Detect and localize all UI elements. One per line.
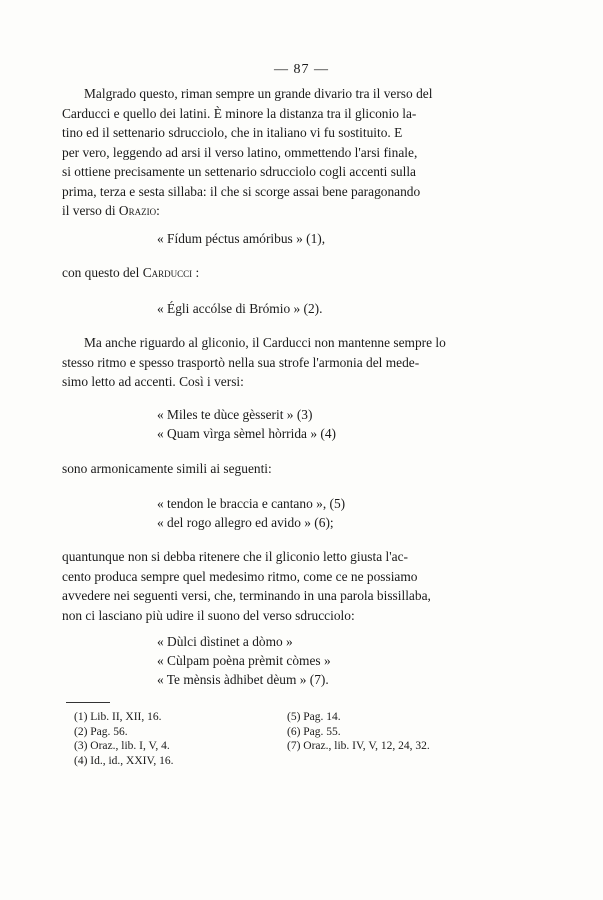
footnote: (6) Pag. 55. bbox=[287, 725, 341, 738]
paragraph-5 bbox=[62, 547, 532, 625]
footnotes-left bbox=[74, 710, 173, 768]
text-span: il verso di bbox=[62, 203, 116, 218]
text-line: per vero, leggendo ad arsi il verso latino, ommettendo l'arsi finale, bbox=[62, 144, 418, 160]
quote-3 bbox=[157, 405, 336, 443]
author-name: Carducci bbox=[142, 265, 193, 280]
text-line: tino ed il settenario sdrucciolo, che in italiano vi fu sostituito. E bbox=[62, 125, 403, 140]
text-line: stesso ritmo e spesso trasportò nella sua strofe l'armonia del mede- bbox=[62, 354, 420, 370]
quote-1: « Fídum péctus amóribus » (1), bbox=[157, 231, 326, 246]
text-line: simo letto ad accenti. Così i versi: bbox=[62, 374, 244, 389]
text-span: : bbox=[156, 203, 160, 218]
paragraph-1 bbox=[62, 84, 532, 221]
footnote: (2) Pag. 56. bbox=[74, 725, 128, 738]
text-span: : bbox=[195, 265, 200, 280]
paragraph-4: sono armonicamente simili ai seguenti: bbox=[62, 461, 272, 476]
footnote-rule bbox=[66, 702, 110, 703]
quote-2: « Égli accólse di Brómio » (2). bbox=[157, 301, 323, 316]
verse-line: « Cùlpam poèna prèmit còmes » bbox=[157, 653, 331, 668]
text-line: si ottiene precisamente un settenario sdrucciolo cogli accenti sulla bbox=[62, 164, 416, 179]
footnotes-right bbox=[287, 710, 430, 754]
text-line: Ma anche riguardo al gliconio, il Carducci non mantenne sempre lo bbox=[84, 335, 446, 350]
verse-line: « tendon le braccia e cantano », (5) bbox=[157, 496, 346, 511]
paragraph-2 bbox=[62, 263, 532, 283]
footnote: (5) Pag. 14. bbox=[287, 711, 341, 723]
verse-line: « Miles te dùce gèsserit » (3) bbox=[157, 407, 313, 422]
text-line: Malgrado questo, riman sempre un grande divario tra il verso del bbox=[84, 86, 433, 101]
page-number: — 87 — bbox=[274, 62, 329, 77]
text-line: avvedere nei seguenti versi, che, terminando in una parola bissillaba, bbox=[62, 588, 431, 603]
text-line: cento produca sempre quel medesimo ritmo, come ce ne possiamo bbox=[62, 568, 418, 584]
verse-line: « Quam vìrga sèmel hòrrida » (4) bbox=[157, 426, 336, 441]
verse-line: « Dùlci dìstinet a dòmo » bbox=[157, 634, 293, 649]
text-span: con questo del bbox=[62, 265, 140, 280]
paragraph-3 bbox=[62, 333, 532, 392]
text-line: quantunque non si debba ritenere che il gliconio letto giusta l'ac- bbox=[62, 549, 408, 564]
footnote: (3) Oraz., lib. I, V, 4. bbox=[74, 740, 170, 752]
quote-4 bbox=[157, 494, 345, 532]
text-line: non ci lasciano più udire il suono del verso sdrucciolo: bbox=[62, 607, 355, 623]
text-line: Carducci e quello dei latini. È minore la distanza tra il gliconio la- bbox=[62, 105, 417, 121]
footnote: (1) Lib. II, XII, 16. bbox=[74, 711, 162, 723]
author-name: Orazio bbox=[118, 203, 157, 218]
verse-line: « Te mènsis àdhibet dèum » (7). bbox=[157, 672, 329, 687]
footnote: (7) Oraz., lib. IV, V, 12, 24, 32. bbox=[287, 740, 430, 752]
footnote: (4) Id., id., XXIV, 16. bbox=[74, 754, 174, 767]
quote-5 bbox=[157, 632, 331, 689]
text-line: prima, terza e sesta sillaba: il che si scorge assai bene paragonando bbox=[62, 183, 421, 199]
text-line bbox=[62, 201, 532, 221]
verse-line: « del rogo allegro ed avido » (6); bbox=[157, 515, 334, 530]
